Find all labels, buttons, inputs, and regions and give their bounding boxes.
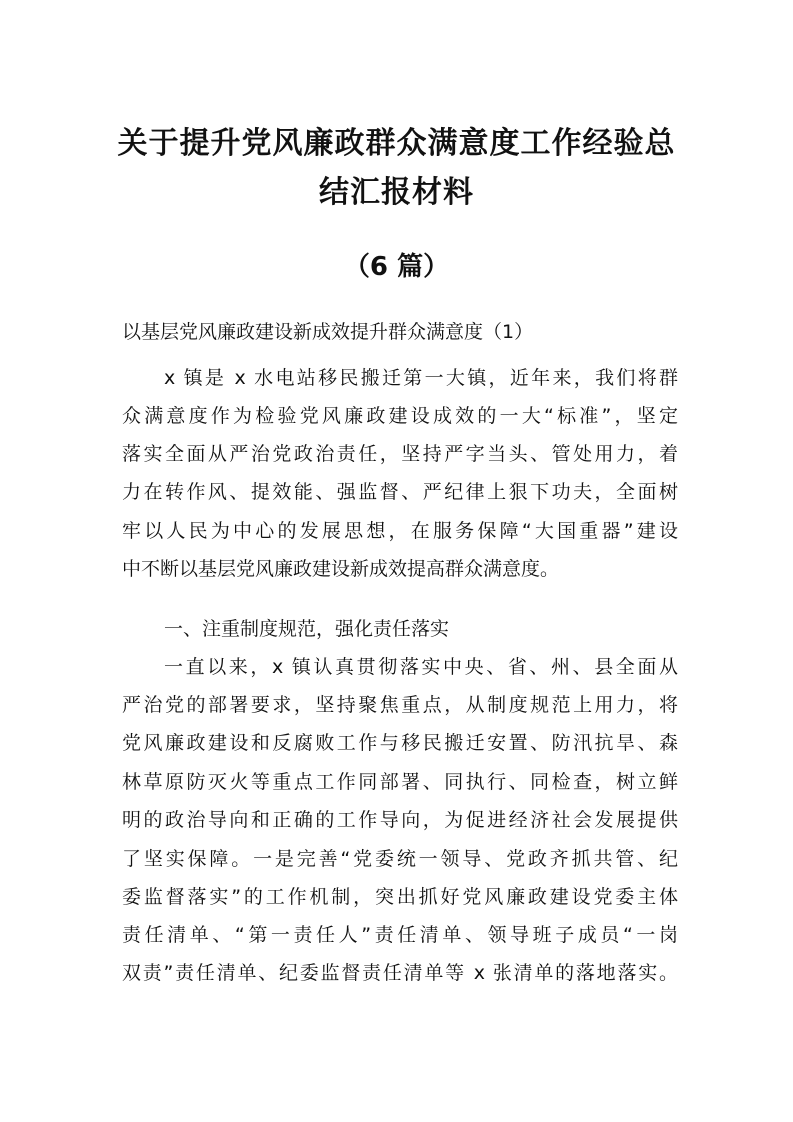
paragraph-line: 力在转作风、提效能、强监督、严纪律上狠下功夫，全面树 — [122, 481, 678, 503]
paragraph-line: 双责”责任清单、纪委监督责任清单等 x 张清单的落地落实。 — [122, 962, 678, 984]
paragraph-line: 明的政治导向和正确的工作导向，为促进经济社会发展提供 — [122, 809, 678, 831]
paragraph-line: 林草原防灭火等重点工作同部署、同执行、同检查，树立鲜 — [122, 771, 678, 793]
paragraph-line: 众满意度作为检验党风廉政建设成效的一大“标准”，坚定 — [122, 405, 678, 427]
paragraph-line: 责任清单、“第一责任人”责任清单、领导班子成员“一岗 — [122, 924, 678, 946]
paragraph-line: 落实全面从严治党政治责任，坚持严字当头、管处用力，着 — [122, 443, 678, 465]
paragraph-line: 一直以来，x 镇认真贯彻落实中央、省、州、县全面从 — [164, 656, 678, 678]
paragraph-line: 牢以人民为中心的发展思想，在服务保障“大国重器”建设 — [122, 520, 678, 542]
heading-one: 一、注重制度规范，强化责任落实 — [164, 618, 450, 640]
paragraph-line: x 镇是 x 水电站移民搬迁第一大镇，近年来，我们将群 — [164, 367, 678, 389]
paragraph-line: 委监督落实”的工作机制，突出抓好党风廉政建设党委主体 — [122, 886, 678, 908]
section-heading: 以基层党风廉政建设新成效提升群众满意度（1） — [122, 321, 534, 343]
document-subtitle: （6 篇） — [343, 252, 450, 282]
paragraph-line: 严治党的部署要求，坚持聚焦重点，从制度规范上用力，将 — [122, 694, 678, 716]
document-title-line-1: 关于提升党风廉政群众满意度工作经验总 — [117, 126, 676, 161]
paragraph-line: 中不断以基层党风廉政建设新成效提高群众满意度。 — [122, 558, 560, 580]
paragraph-line: 了坚实保障。一是完善“党委统一领导、党政齐抓共管、纪 — [122, 848, 678, 870]
document-title-line-2: 结汇报材料 — [319, 175, 474, 210]
paragraph-line: 党风廉政建设和反腐败工作与移民搬迁安置、防汛抗旱、森 — [122, 732, 678, 754]
